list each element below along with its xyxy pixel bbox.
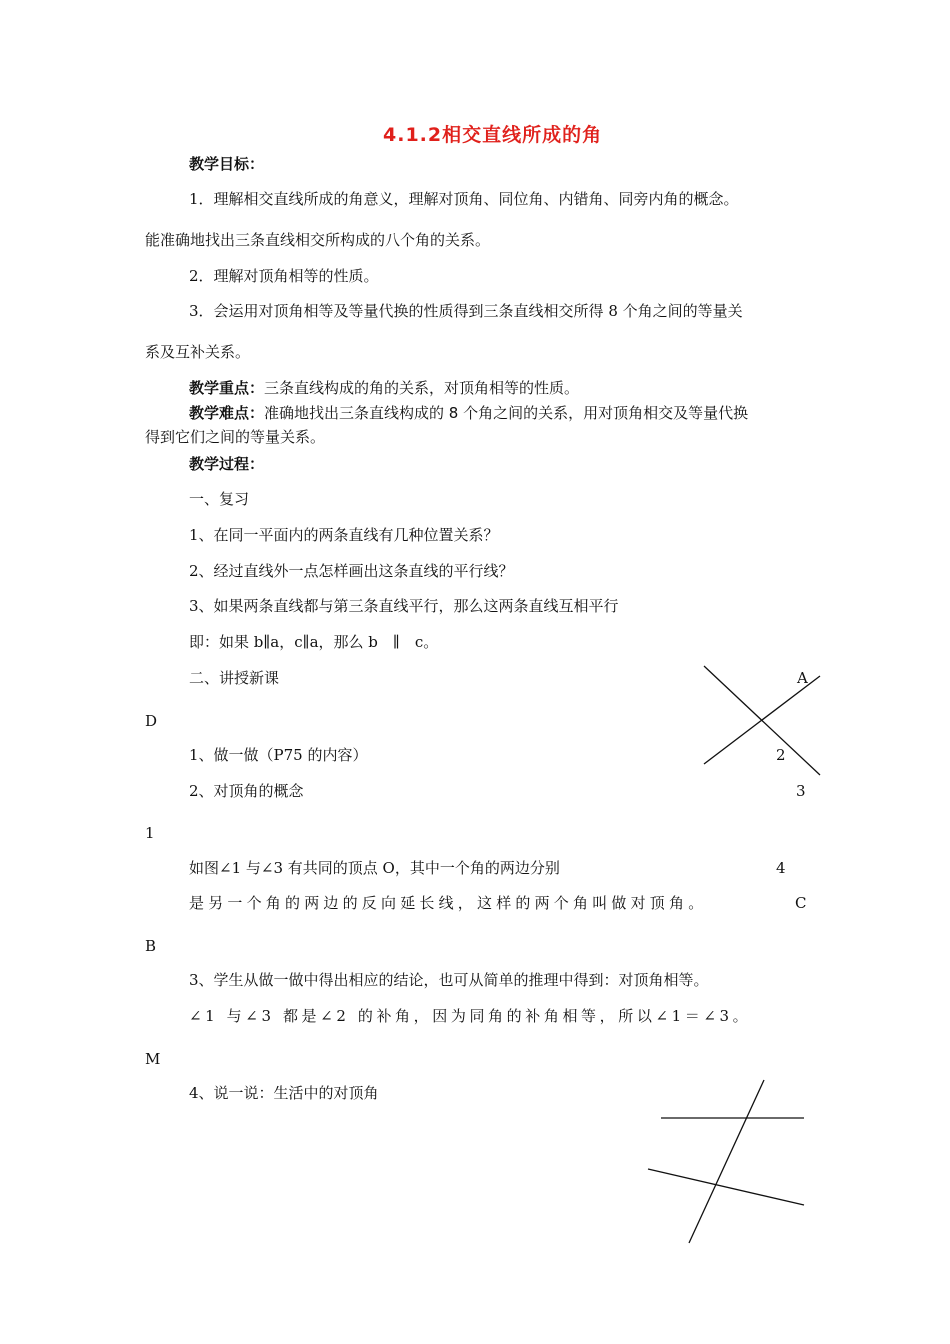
review-heading: 一、复习 (189, 490, 250, 508)
objective-2: 2．理解对顶角相等的性质。 (189, 267, 379, 285)
review-question-1: 1、在同一平面内的两条直线有几种位置关系？ (189, 526, 499, 544)
objective-1-line-2: 能准确地找出三条直线相交所构成的八个角的关系。 (145, 231, 491, 249)
label-b: B (145, 937, 157, 955)
label-angle-3: 3 (796, 782, 806, 800)
step-2-definition-line-2: 是另一个角的两边的反向延长线，这样的两个角叫做对顶角。 (189, 894, 708, 912)
step-2: 2、对顶角的概念 (189, 782, 304, 800)
key-point-text: 三条直线构成的角的关系，对顶角相等的性质。 (264, 379, 580, 397)
label-d: D (145, 712, 158, 730)
new-lesson-heading: 二、讲授新课 (189, 669, 280, 687)
label-m: M (145, 1050, 161, 1068)
difficulty-label: 教学难点： (189, 404, 265, 422)
step-4: 4、说一说：生活中的对顶角 (189, 1084, 379, 1102)
label-a: A (797, 669, 808, 687)
label-angle-1: 1 (145, 824, 155, 842)
label-c: C (795, 894, 807, 912)
difficulty-text-line-1: 准确地找出三条直线构成的 8 个角之间的关系，用对顶角相交及等量代换 (264, 404, 749, 422)
objectives-heading: 教学目标： (189, 155, 265, 173)
review-question-3: 3、如果两条直线都与第三条直线平行，那么这两条直线互相平行 (189, 597, 619, 615)
step-3-proof: ∠1 与∠3 都是∠2 的补角，因为同角的补角相等，所以∠1＝∠3。 (189, 1007, 752, 1025)
objective-3-line-2: 系及互补关系。 (145, 343, 251, 361)
label-angle-2: 2 (776, 746, 786, 764)
slanted-line-bottom (648, 1169, 804, 1205)
step-1: 1、做一做（P75 的内容） (189, 746, 368, 764)
objective-1-line-1: 1．理解相交直线所成的角意义，理解对顶角、同位角、内错角、同旁内角的概念。 (189, 190, 739, 208)
transversal-line (689, 1080, 764, 1243)
step-3: 3、学生从做一做中得出相应的结论，也可从简单的推理中得到：对顶角相等。 (189, 971, 709, 989)
key-point-label: 教学重点： (189, 379, 265, 397)
difficulty-text-line-2: 得到它们之间的等量关系。 (145, 428, 326, 446)
process-heading: 教学过程： (189, 455, 265, 473)
label-angle-4: 4 (776, 859, 786, 877)
page-title: 4.1.2相交直线所成的角 (383, 124, 603, 146)
review-question-2: 2、经过直线外一点怎样画出这条直线的平行线？ (189, 562, 514, 580)
objective-3-line-1: 3．会运用对顶角相等及等量代换的性质得到三条直线相交所得 8 个角之间的等量关 (189, 302, 743, 320)
review-formula: 即：如果 b∥a，c∥a，那么 b ∥ c。 (189, 633, 439, 651)
step-2-definition-line-1: 如图∠1 与∠3 有共同的顶点 O，其中一个角的两边分别 (189, 859, 560, 877)
